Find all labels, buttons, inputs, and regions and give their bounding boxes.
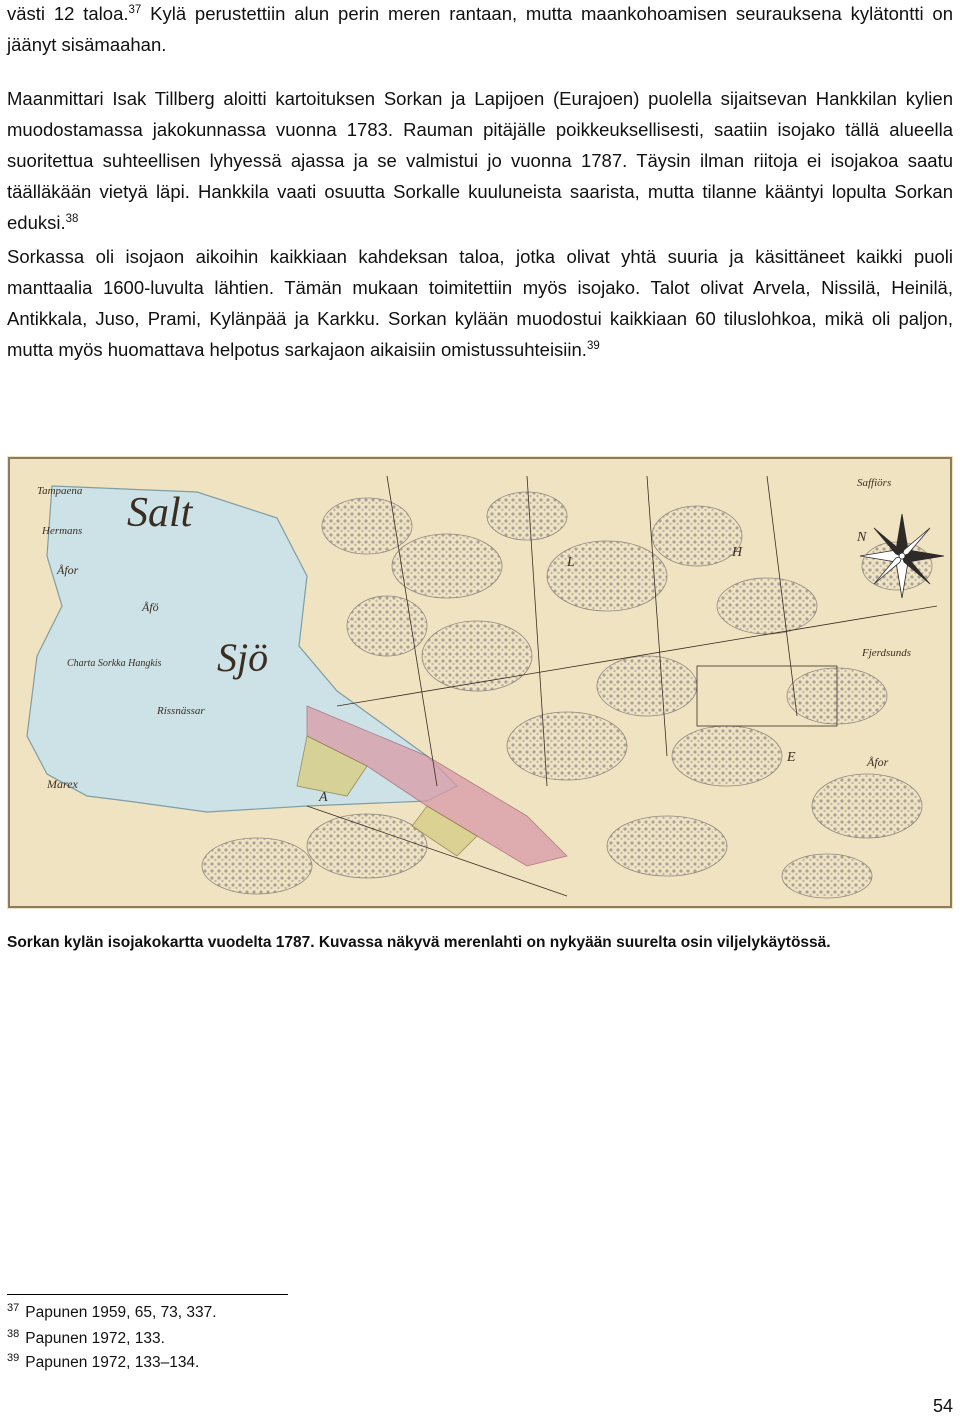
footnote-38: $^{38}$ Papunen 1972, 133. [7, 1327, 165, 1347]
label-place-saffiors: Saffiörs [857, 477, 892, 489]
label-letter-a: A [319, 790, 328, 805]
label-letter-l: L [567, 555, 575, 570]
footnote-39: $^{39}$ Papunen 1972, 133–134. [7, 1351, 200, 1371]
paragraph-3: Sorkassa oli isojaon aikoihin kaikkiaan kahdeksan taloa, jotka olivat yhtä suuria ja käsittäneet kaikki puoli manttaalia 1600-luvulta lähtien. Tämän mukaan toimitettiin myös isojako. Talot olivat Arvela, Nissilä, Heinilä, Antikkala, Juso, Prami, Kylänpää ja Karkku. Sorkan kylään muodostui kaikkiaan 60 tiluslohkoa, mikä oli paljon, mutta myös huomattava helpotus sarkajaon aikaisiin omistussuhteisiin.$^{39}$ [7, 246, 953, 360]
label-letter-h: H [732, 545, 743, 560]
label-sea-lower: Sjö [217, 635, 269, 680]
label-place-tl: Tampaena [37, 485, 83, 497]
label-place-marex: Marex [47, 777, 78, 791]
paragraph-1: västi 12 taloa.$^{37}$ Kylä perustettiin alun perin meren rantaan, mutta maankohoamisen seurauksena kylätontti on jäänyt sisämaahan. [7, 3, 954, 55]
footnote-ref-37: 37 [128, 3, 142, 16]
label-sea-upper: Salt [127, 490, 193, 536]
label-place-fjerdsunds: Fjerdsunds [862, 647, 912, 659]
label-letter-n: N [857, 530, 867, 545]
footnote-ref-39: 39 [586, 339, 600, 352]
label-place-rissnassar: Rissnässar [157, 705, 205, 717]
label-place-afo: Åfö [142, 600, 159, 614]
map-caption: Sorkan kylän isojakokartta vuodelta 1787. Kuvassa näkyvä merenlahti on nykyään suurelta osin viljelykäytössä. [7, 934, 831, 951]
paragraph-2: Maanmittari Isak Tillberg aloitti kartoituksen Sorkan ja Lapijoen (Eurajoen) puolella sijaitsevan Hankkilan kylien muodostamassa jakokunnassa vuonna 1783. Rauman pitäjälle poikkeuksellisesti, saatiin isojako tällä alueella suoritettua suhteellisen lyhyessä ajassa ja se valmistui jo vuonna 1787. Täysin ilman riitoja ei isojakoa saatu täälläkään vietyä läpi. Hankkila vaati osuutta Sorkalle kuuluneista saarista, mutta tilanne kääntyi lopulta Sorkan eduksi.$^{38}$ [7, 88, 953, 233]
footnote-37: $^{37}$ Papunen 1959, 65, 73, 337. [7, 1301, 217, 1321]
label-title-block: Charta Sorkka Hangkis [67, 658, 162, 669]
label-letter-e: E [787, 750, 796, 765]
footnote-ref-38: 38 [65, 212, 79, 225]
footnote-divider [7, 1294, 288, 1295]
page-number: 54 [932, 1396, 953, 1416]
historical-land-map [7, 456, 953, 909]
label-place-afor: Åfor [57, 563, 79, 577]
label-place-afor-right: Åfor [867, 755, 889, 769]
label-place-hermans: Hermans [42, 525, 83, 537]
